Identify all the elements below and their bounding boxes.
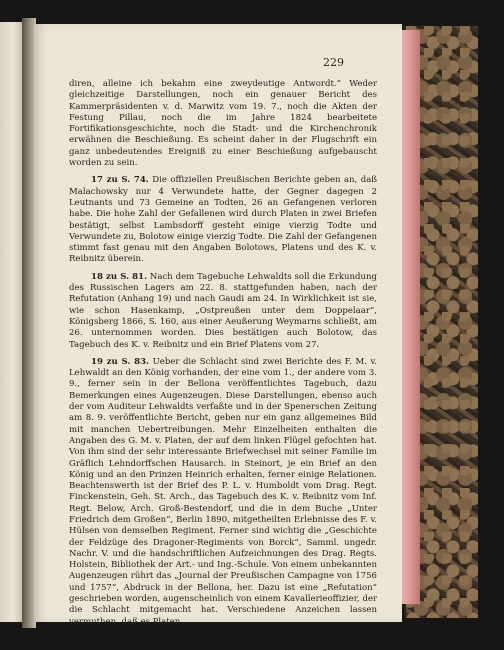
note-17-heading: 17 zu S. 74. [91, 175, 149, 186]
page-number: 229 [323, 56, 344, 69]
page-text [69, 79, 377, 628]
note-19 [69, 357, 377, 628]
note-19-heading: 19 zu S. 83. [91, 356, 150, 367]
note-18-heading: 18 zu S. 81. [91, 271, 148, 282]
facing-page-edge [0, 22, 22, 622]
note-17-text: Die offiziellen Preußischen Berichte geben an, daß Malachowsky nur 4 Verwundete hatte, der Gegner dagegen 2 Leutnants und 73 Gemeine an Todten, 26 an Gefangenen verloren habe. Die hohe Zahl der Gefallenen wird durch Platen in zwei Briefen bestätigt, selbst Lambsdorff gesteht einige vierzig Todte und Verwundete zu, Bolotow einige vierzig Todte. Die Zahl der Gefangenen stimmt fast genau mit den Angaben Bolotows, Platens und des K. v. Reibnitz überein. [69, 175, 377, 265]
note-18 [69, 272, 377, 351]
note-19-text: Ueber die Schlacht sind zwei Berichte des F. M. v. Lehwaldt an den König vorhanden, der eine vom 1., der andere vom 3. 9., ferner sein in der Bellona veröffentlichtes Tagebuch, dazu Bemerkungen eines Augenzeugen. Diese Darstellungen, ebenso auch der vom Auditeur Lehwaldts verfaßte und in der Spenerschen Zeitung am 8. 9. veröffentlichte Bericht, geben nur ein ganz allgemeines Bild mit manchen Uebertreibungen. Mehr Einzelheiten enthalten die Angaben des G. M. v. Platen, der auf dem linken Flügel gefochten hat. Von ihm sind der sehr interessante Briefwechsel mit seiner Familie im Gräflich Lehndorffschen Hausarch. in Steinort, je ein Brief an den König und an den Prinzen Heinrich erhalten, ferner einige Relationen. Beachtenswerth ist der Brief des P. L. v. Humboldt vom Drag. Regt. Finckenstein, Geh. St. Arch., das Tagebuch des K. v. Reibnitz vom Inf. Regt. Below, Arch. Groß-Bestendorf, und die in dem Buche „Unter Friedrich dem Großen“, Berlin 1890, mitgetheilten Erlebnisse des F. v. Hülsen von demselben Regiment. Ferner sind wichtig die „Geschichte der Feldzüge des Dragoner-Regiments von Borck“, Samml. ungedr. Nachr. V. und die handschriftlichen Aufzeichnungen des Drag. Regts. Holstein, Bibliothek der Art.- und Ing.-Schule. Von einem unbekannten Augenzeugen rührt das „Journal der Preußischen Campagne von 1756 und 1757“, Abdruck in der Bellona, her. Dazu ist eine „Refutation“ geschrieben worden, augenscheinlich von einem Kavallerieoffizier, der die Schlacht mitgemacht hat. Verschiedene Anzeichen lassen vermuthen, daß es Platen [69, 356, 378, 627]
paragraph-continuation: diren, alleine ich bekahm eine zweydeutige Antwordt.“ Weder gleichzeitige Darstellungen, noch ein genauer Bericht des Kammerpräsidenten v. d. Marwitz vom 19. 7., noch die Akten der Festung Pillau, noch die im Jahre 1824 bearbeitete Fortifikationsgeschichte, noch die Stadt- und die Kirchenchronik erwähnen die Beschießung. Es scheint daher in der Flugschrift ein ganz unbedeutendes Ereigniß zu einer Beschießung aufgebauscht worden zu sein. [69, 79, 377, 169]
note-17 [69, 175, 377, 265]
note-18-text: Nach dem Tagebuche Lehwaldts soll die Erkundung des Russischen Lagers am 22. 8. stattgefunden haben, nach der Refutation (Anhang 19) und nach Gaudi am 24. In Wirklichkeit ist sie, wie schon Hasenkamp, „Ostpreußen unter dem Doppelaar“, Königsberg 1866, S. 160, aus einer Aeußerung Weymarns schließt, am 26. unternommen worden. Dies bestätigen auch Bolotow, das Tagebuch des K. v. Reibnitz und ein Brief Platens vom 27. [69, 271, 377, 350]
